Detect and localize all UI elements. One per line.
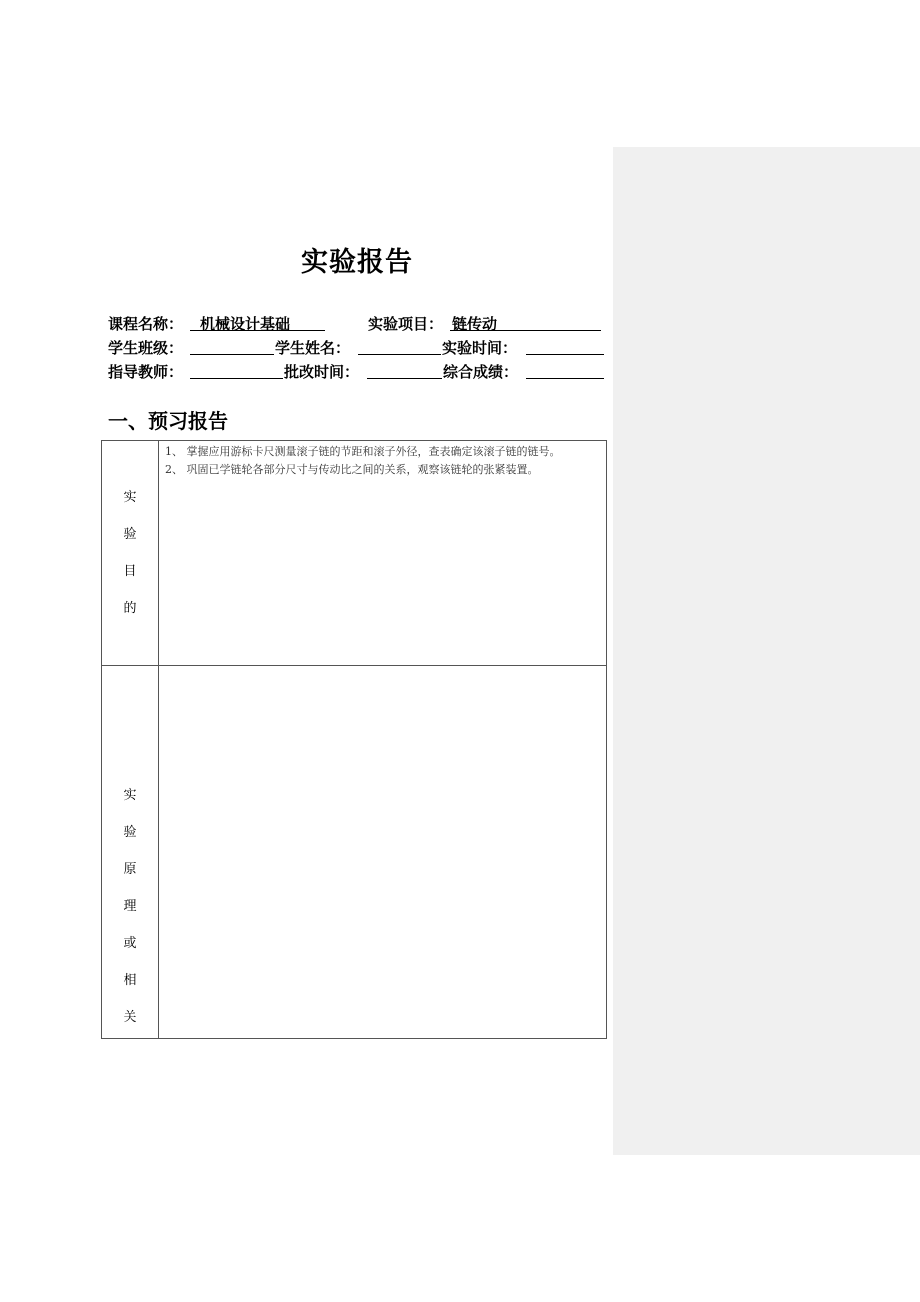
project-field[interactable]: 链传动 [450,313,601,331]
name-label: 学生姓名： [275,339,351,357]
purpose-item: 2、 巩固已学链轮各部分尺寸与传动比之间的关系，观察该链轮的张紧装置。 [165,463,539,476]
row-header-principle [102,666,159,1039]
teacher-label: 指导教师： [108,363,184,381]
header-char: 关 [123,1010,137,1025]
class-field[interactable] [190,337,274,355]
time-field[interactable] [526,337,604,355]
grade-field[interactable] [526,361,604,379]
purpose-content[interactable] [159,441,607,666]
table-row-principle [102,666,607,1039]
grade-label: 综合成绩： [443,363,519,381]
header-char: 目 [123,564,137,579]
purpose-item: 1、 掌握应用游标卡尺测量滚子链的节距和滚子外径，查表确定该滚子链的链号。 [165,445,561,458]
row-header-purpose [102,441,159,666]
preview-report-table [101,440,607,1039]
name-field[interactable] [358,337,441,355]
teacher-field[interactable] [190,361,283,379]
class-label: 学生班级： [108,339,184,357]
header-char: 或 [123,936,137,951]
table-row-purpose [102,441,607,666]
header-char: 验 [123,527,137,542]
header-char: 理 [123,899,137,914]
header-char: 实 [123,490,137,505]
comment-margin-panel [613,147,920,1155]
header-char: 原 [123,862,137,877]
course-label: 课程名称： [108,315,184,333]
course-field[interactable]: 机械设计基础 [190,313,325,331]
review-field[interactable] [367,361,442,379]
header-char: 验 [123,825,137,840]
section-heading: 一、预习报告 [108,409,228,433]
project-label: 实验项目： [368,315,444,333]
review-label: 批改时间： [284,363,360,381]
page-title: 实验报告 [301,247,413,278]
header-char: 相 [123,973,137,988]
principle-content[interactable] [159,666,607,1039]
header-char: 实 [123,788,137,803]
time-label: 实验时间： [442,339,518,357]
header-char: 的 [123,601,137,616]
